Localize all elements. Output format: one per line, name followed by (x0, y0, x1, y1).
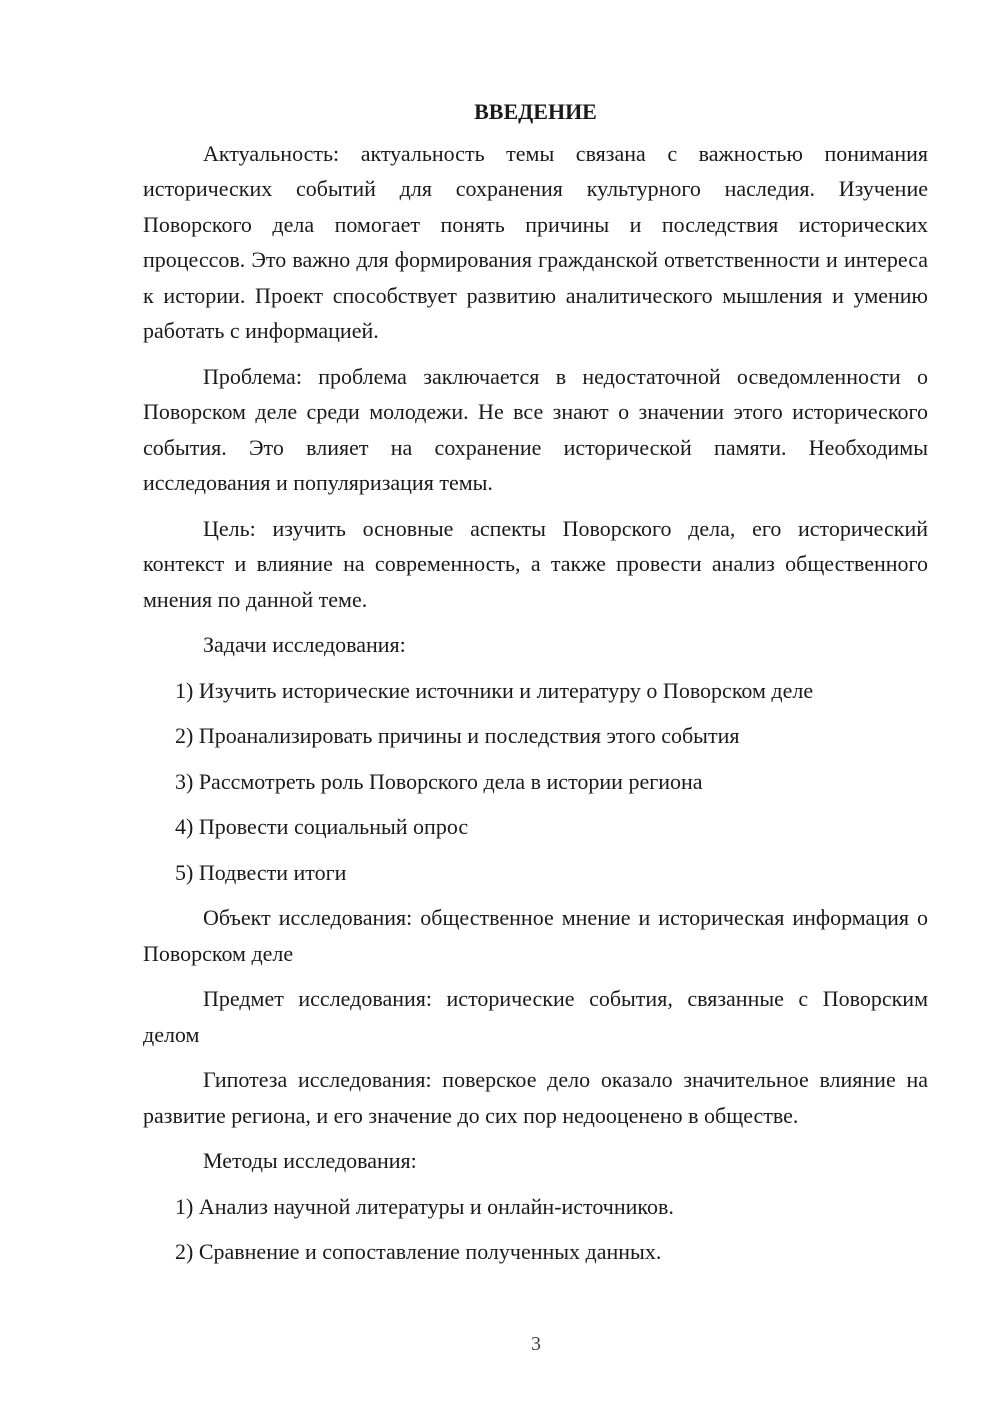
subject-paragraph: Предмет исследования: исторические события, связанные с Поворским делом (143, 986, 928, 1047)
hypothesis-paragraph: Гипотеза исследования: поверское дело оказало значительное влияние на развитие региона, и его значение до сих пор недооценено в обществе. (143, 1067, 928, 1128)
page-number: 3 (531, 1333, 541, 1355)
task-item: 5) Подвести итоги (175, 859, 347, 885)
task-item: 4) Провести социальный опрос (175, 814, 469, 839)
methods-heading: Методы исследования: (203, 1148, 417, 1173)
relevance-paragraph: Актуальность: актуальность темы связана с важностью понимания исторических событий для сохранения культурного наследия. Изучение Поворского дела помогает понять причины и последствия исторических процессов. Это важно для формирования гражданской ответственности и интереса к истории. Проект способствует развитию аналитического мышления и умению работать с информацией. (143, 140, 928, 343)
page-title: ВВЕДЕНИЕ (474, 99, 597, 124)
method-item: 1) Анализ научной литературы и онлайн-источников. (175, 1193, 674, 1219)
goal-paragraph: Цель: изучить основные аспекты Поворского дела, его исторический контекст и влияние на современность, а также провести анализ общественного мнения по данной теме. (143, 515, 928, 612)
task-item: 1) Изучить исторические источники и литературу о Поворском деле (175, 677, 814, 703)
task-item: 2) Проанализировать причины и последствия этого события (175, 723, 740, 748)
page-content (143, 94, 928, 1280)
tasks-heading: Задачи исследования: (203, 632, 406, 657)
object-paragraph: Объект исследования: общественное мнение и историческая информация о Поворском деле (143, 905, 928, 966)
task-item: 3) Рассмотреть роль Поворского дела в истории региона (175, 768, 703, 794)
method-item: 2) Сравнение и сопоставление полученных данных. (175, 1239, 662, 1264)
problem-paragraph: Проблема: проблема заключается в недостаточной осведомленности о Поворском деле среди молодежи. Не все знают о значении этого исторического события. Это влияет на сохранение исторической памяти. Необходимы исследования и популяризация темы. (143, 363, 928, 495)
